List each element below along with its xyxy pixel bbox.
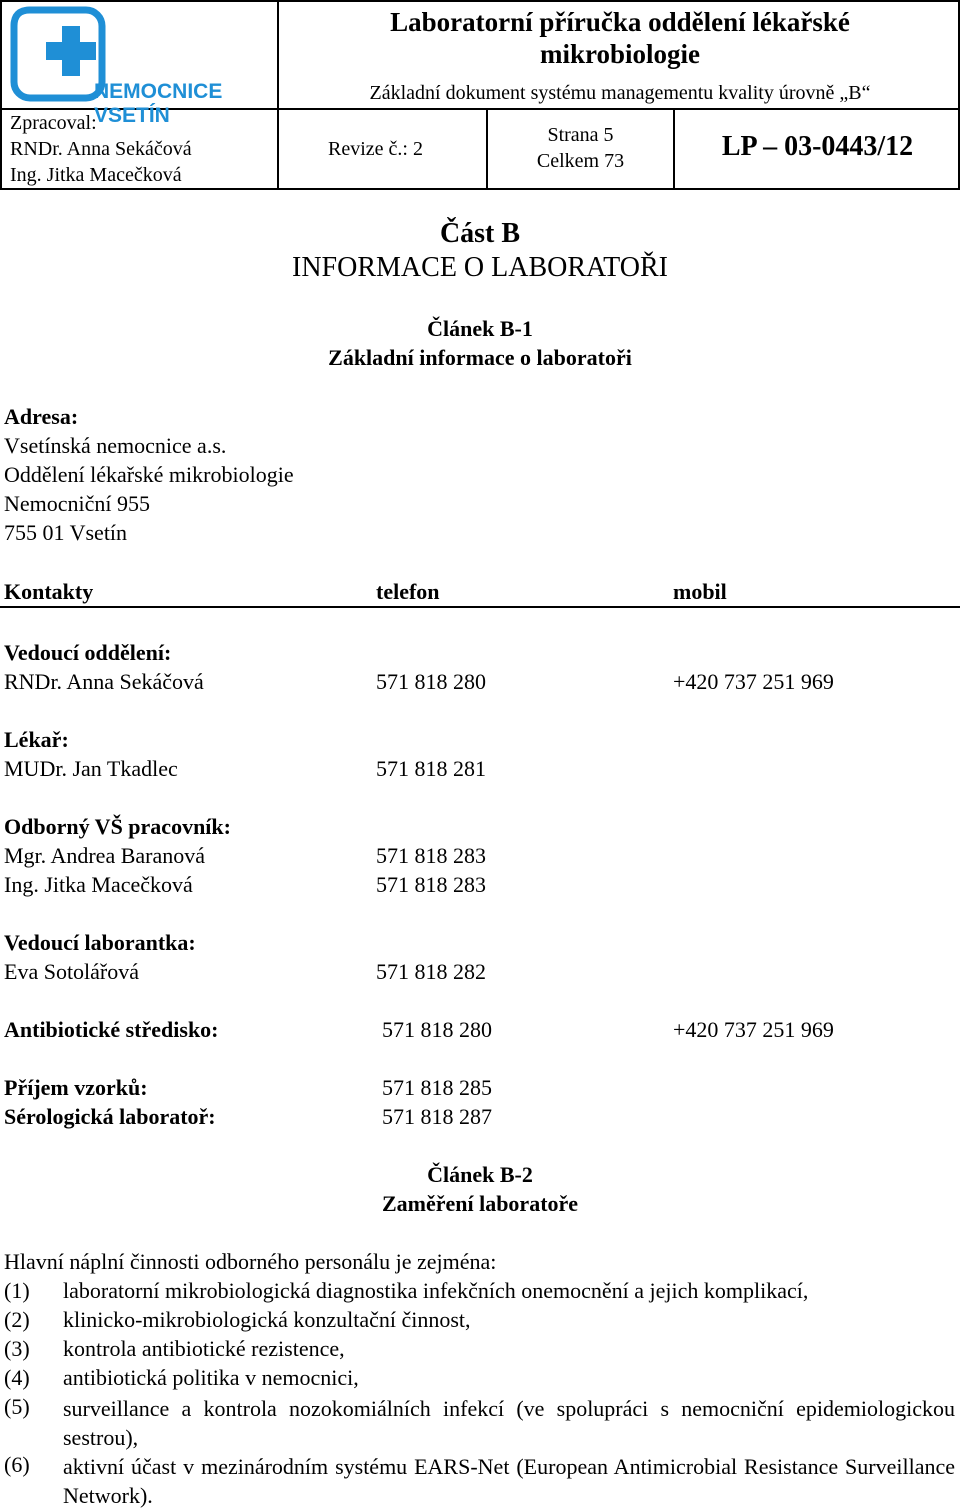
inline-phone: 571 818 280: [382, 1017, 492, 1042]
page-number: Strana 5: [547, 124, 614, 146]
list-number: (5): [4, 1394, 30, 1419]
group-label: Odborný VŠ pracovník:: [4, 814, 231, 839]
list-number: (1): [4, 1278, 30, 1303]
group-label: Vedoucí laborantka:: [4, 930, 196, 955]
contact-name: MUDr. Jan Tkadlec: [4, 756, 178, 781]
address-line: 755 01 Vsetín: [4, 520, 128, 545]
part-subtitle: INFORMACE O LABORATOŘI: [292, 252, 668, 283]
document-code: LP – 03-0443/12: [721, 131, 914, 162]
address-label: Adresa:: [4, 404, 79, 429]
contact-phone: 571 818 282: [376, 959, 486, 984]
document-title: Laboratorní příručka oddělení lékařské mikrobiologie: [390, 7, 850, 69]
address-line: Nemocniční 955: [4, 491, 151, 516]
contact-name: Mgr. Andrea Baranová: [4, 843, 205, 868]
article-1-subtitle: Základní informace o laboratoři: [328, 345, 632, 370]
contact-name: Eva Sotolářová: [4, 959, 140, 984]
group-label: Lékař:: [4, 727, 69, 752]
prepared-label: Zpracoval:: [10, 112, 97, 134]
total-pages: Celkem 73: [536, 150, 625, 172]
mobile-header: mobil: [673, 579, 727, 604]
inline-label: Příjem vzorků:: [4, 1075, 148, 1100]
article-1-title: Článek B-1: [427, 316, 533, 341]
phone-header: telefon: [376, 579, 440, 604]
group-label: Vedoucí oddělení:: [4, 640, 172, 665]
part-title: Část B: [439, 218, 521, 249]
document-subtitle: Základní dokument systému managementu kvality úrovně „B“: [369, 82, 871, 104]
inline-phone: 571 818 287: [382, 1104, 492, 1129]
list-item: surveillance a kontrola nozokomiálních infekcí (ve spolupráci s nemocniční epidemiologickou sestrou),: [63, 1396, 955, 1450]
article-2-title: Článek B-2: [427, 1162, 533, 1187]
prepared-name-1: RNDr. Anna Sekáčová: [10, 138, 192, 160]
inline-label: Antibiotické středisko:: [4, 1017, 219, 1042]
contact-phone: 571 818 280: [376, 669, 486, 694]
contact-phone: 571 818 281: [376, 756, 486, 781]
contact-phone: 571 818 283: [376, 843, 486, 868]
contact-phone: 571 818 283: [376, 872, 486, 897]
inline-label: Sérologická laboratoř:: [4, 1104, 216, 1129]
contact-mobile: +420 737 251 969: [673, 669, 834, 694]
list-item: klinicko-mikrobiologická konzultační činnost,: [63, 1307, 471, 1332]
logo-text: NEMOCNICE VSETÍN: [94, 80, 223, 127]
contact-name: Ing. Jitka Macečková: [4, 872, 193, 897]
inline-phone: 571 818 285: [382, 1075, 492, 1100]
list-item: kontrola antibiotické rezistence,: [63, 1336, 345, 1361]
contacts-header: Kontakty: [4, 579, 94, 604]
list-number: (4): [4, 1365, 30, 1390]
contact-name: RNDr. Anna Sekáčová: [4, 669, 204, 694]
list-item: aktivní účast v mezinárodním systému EARS-Net (European Antimicrobial Resistance Surveillance Network).: [63, 1454, 955, 1508]
address-line: Oddělení lékařské mikrobiologie: [4, 462, 294, 487]
list-item: antibiotická politika v nemocnici,: [63, 1365, 359, 1390]
list-number: (2): [4, 1307, 30, 1332]
article-2-subtitle: Zaměření laboratoře: [381, 1191, 579, 1216]
list-item: laboratorní mikrobiologická diagnostika infekčních onemocnění a jejich komplikací,: [63, 1278, 809, 1303]
inline-mobile: +420 737 251 969: [673, 1017, 834, 1042]
address-line: Vsetínská nemocnice a.s.: [4, 433, 227, 458]
prepared-name-2: Ing. Jitka Macečková: [10, 164, 182, 186]
revision-number: Revize č.: 2: [328, 138, 423, 160]
header-rule: [0, 606, 960, 608]
list-number: (3): [4, 1336, 30, 1361]
list-number: (6): [4, 1452, 30, 1477]
article-2-intro: Hlavní náplní činnosti odborného personálu je zejména:: [4, 1249, 497, 1274]
